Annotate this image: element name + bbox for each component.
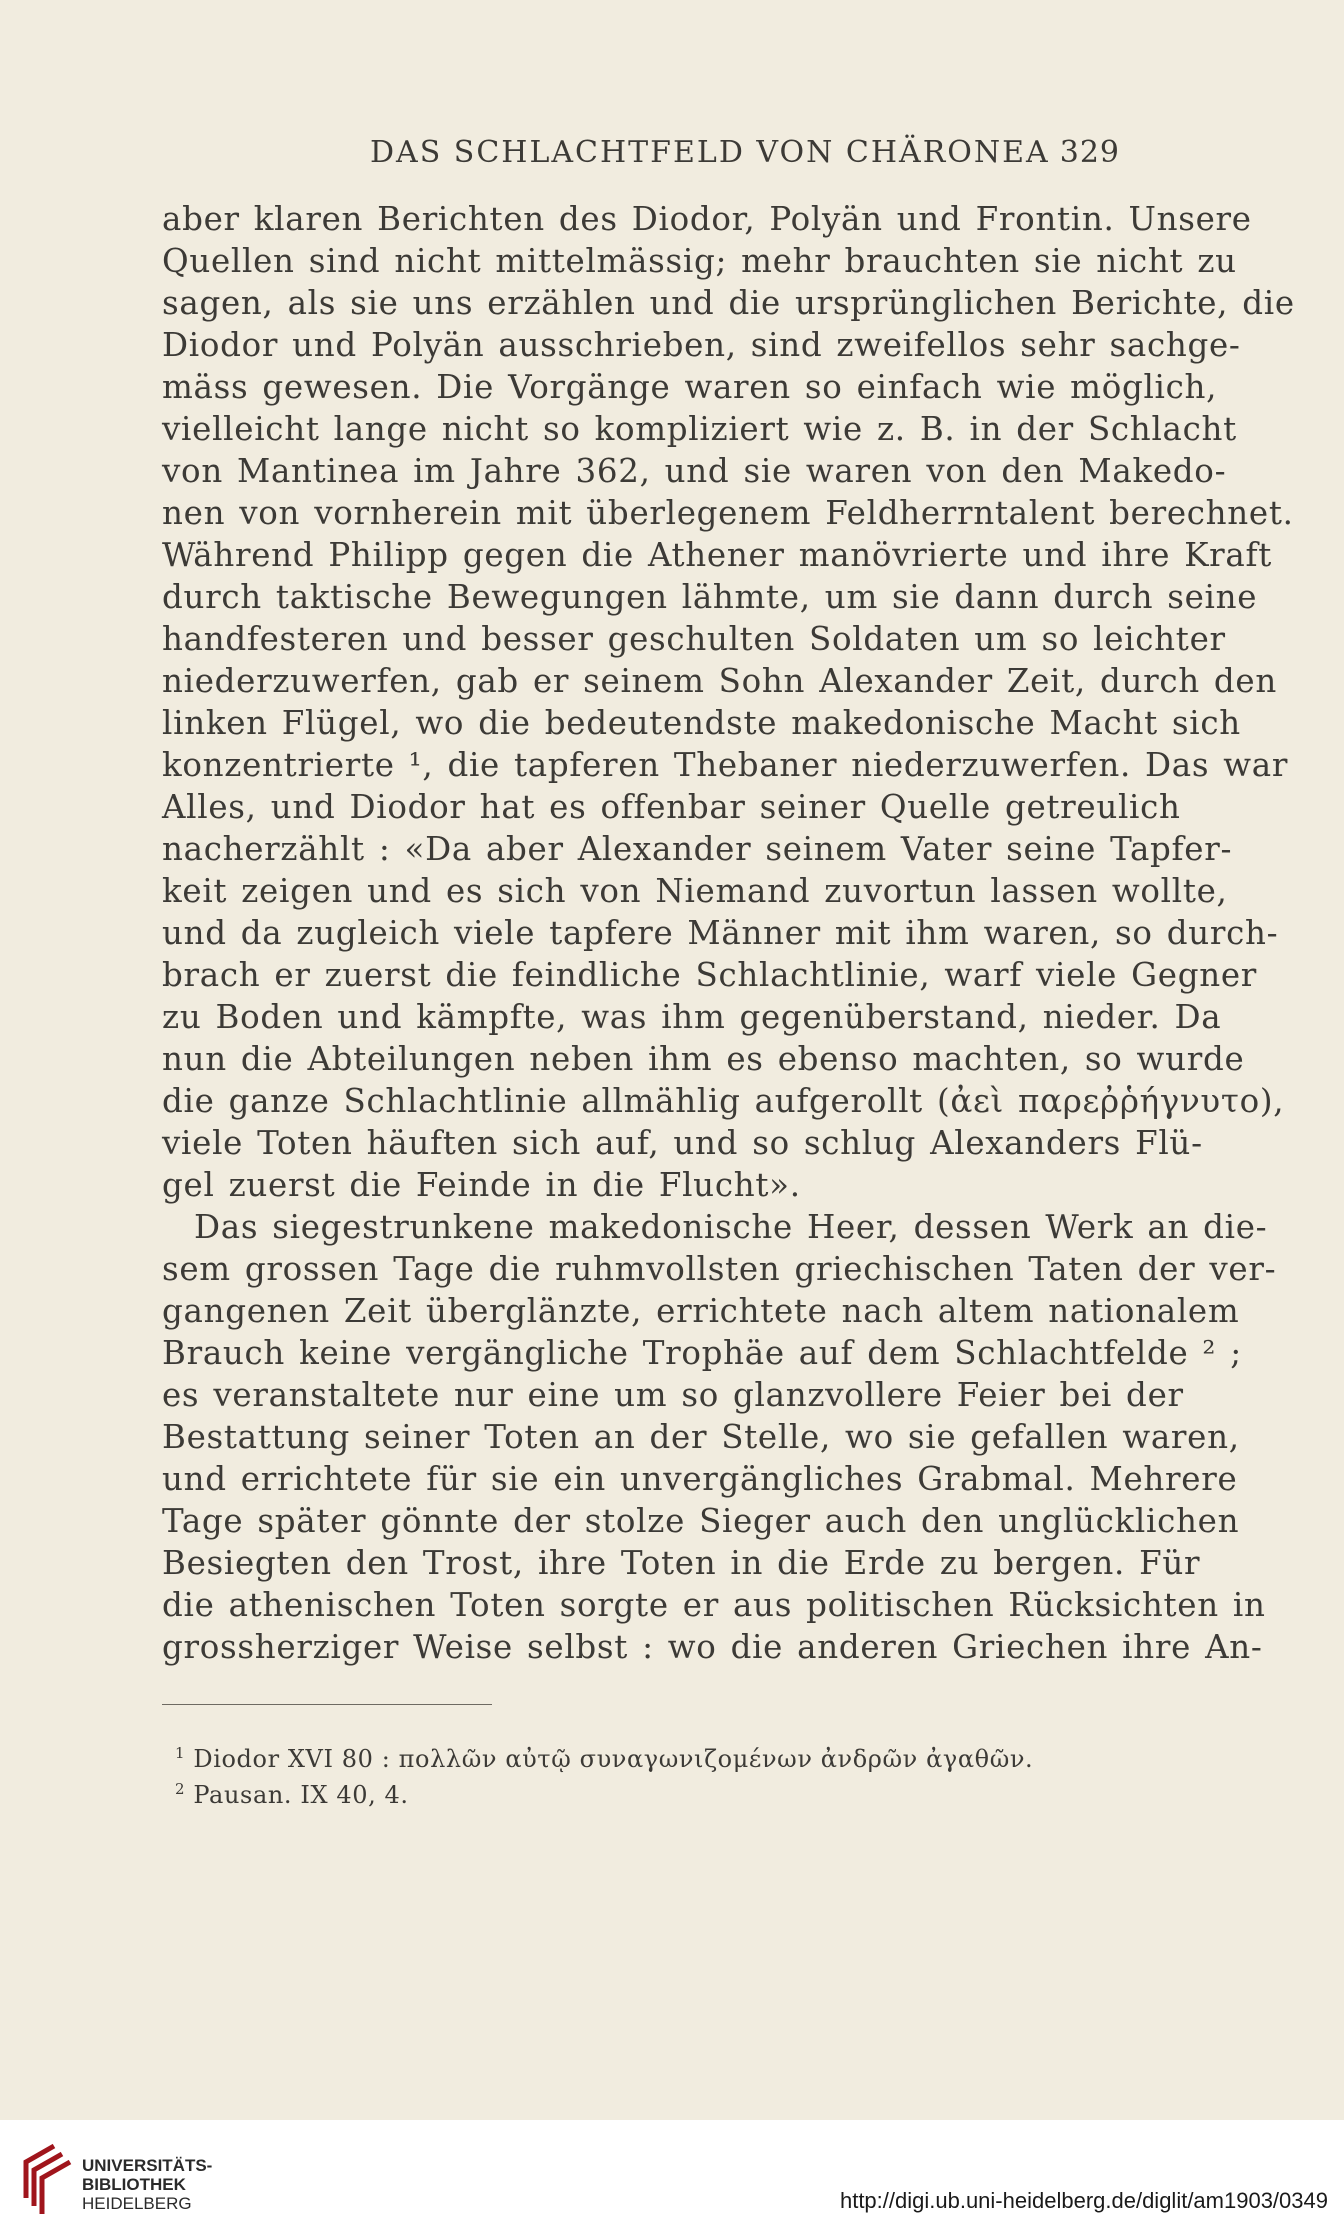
text-line: linken Flügel, wo die bedeutendste makedonische Macht sich	[162, 704, 1241, 742]
library-name-line: BIBLIOTHEK	[82, 2175, 186, 2194]
text-line: grossherziger Weise selbst : wo die anderen Griechen ihre An-	[162, 1628, 1263, 1666]
footnote-text: Pausan. IX 40, 4.	[193, 1781, 409, 1809]
text-line: handfesteren und besser geschulten Soldaten um so leichter	[162, 620, 1226, 658]
text-line: keit zeigen und es sich von Niemand zuvortun lassen wollte,	[162, 872, 1228, 910]
text-line: Diodor und Polyän ausschrieben, sind zweifellos sehr sachge-	[162, 326, 1241, 364]
text-line: Besiegten den Trost, ihre Toten in die Erde zu bergen. Für	[162, 1544, 1201, 1582]
text-line: nen von vornherein mit überlegenem Feldherrntalent berechnet.	[162, 494, 1294, 532]
text-line: und da zugleich viele tapfere Männer mit ihm waren, so durch-	[162, 914, 1279, 952]
text-line: Tage später gönnte der stolze Sieger auch den unglücklichen	[162, 1502, 1240, 1540]
page-number: 329	[1059, 135, 1120, 170]
text-line: nacherzählt : «Da aber Alexander seinem Vater seine Tapfer-	[162, 830, 1233, 868]
footnote-text: Diodor XVI 80 : πολλῶν αὐτῷ συναγωνιζομένων ἀνδρῶν ἀγαθῶν.	[193, 1745, 1034, 1773]
running-title: DAS SCHLACHTFELD VON CHÄRONEA	[370, 135, 1050, 170]
text-line: konzentrierte ¹, die tapferen Thebaner niederzuwerfen. Das war	[162, 746, 1289, 784]
text-line: es veranstaltete nur eine um so glanzvollere Feier bei der	[162, 1376, 1184, 1414]
footnotes	[175, 1735, 1075, 1807]
text-line: durch taktische Bewegungen lähmte, um sie dann durch seine	[162, 578, 1258, 616]
body-text	[162, 198, 1295, 1668]
source-url-link[interactable]: http://digi.ub.uni-heidelberg.de/diglit/am1903/0349	[839, 2188, 1328, 2213]
text-line: gangenen Zeit überglänzte, errichtete nach altem nationalem	[162, 1292, 1240, 1330]
library-name	[82, 2156, 212, 2213]
footnote	[175, 1771, 1075, 1807]
text-line: die athenischen Toten sorgte er aus politischen Rücksichten in	[162, 1586, 1266, 1624]
text-line: vielleicht lange nicht so kompliziert wie z. B. in der Schlacht	[162, 410, 1237, 448]
text-line: sagen, als sie uns erzählen und die ursprünglichen Berichte, die	[162, 284, 1295, 322]
footnote-divider	[162, 1704, 492, 1705]
library-name-line: HEIDELBERG	[82, 2194, 192, 2213]
text-line: Alles, und Diodor hat es offenbar seiner Quelle getreulich	[162, 788, 1181, 826]
text-line: von Mantinea im Jahre 362, und sie waren von den Makedo-	[162, 452, 1227, 490]
text-line: mäss gewesen. Die Vorgänge waren so einfach wie möglich,	[162, 368, 1218, 406]
library-name-line: UNIVERSITÄTS-	[82, 2156, 213, 2175]
footnote-mark: 2	[175, 1780, 186, 1798]
library-logo-icon	[14, 2140, 76, 2220]
text-line: Bestattung seiner Toten an der Stelle, wo sie gefallen waren,	[162, 1418, 1240, 1456]
text-line: Brauch keine vergängliche Trophäe auf dem Schlachtfelde ² ;	[162, 1334, 1242, 1372]
text-line: zu Boden und kämpfte, was ihm gegenüberstand, nieder. Da	[162, 998, 1222, 1036]
text-line: aber klaren Berichten des Diodor, Polyän und Frontin. Unsere	[162, 200, 1252, 238]
text-line: Während Philipp gegen die Athener manövrierte und ihre Kraft	[162, 536, 1272, 574]
text-line: niederzuwerfen, gab er seinem Sohn Alexander Zeit, durch den	[162, 662, 1277, 700]
text-line: brach er zuerst die feindliche Schlachtlinie, warf viele Gegner	[162, 956, 1258, 994]
text-line: Quellen sind nicht mittelmässig; mehr brauchten sie nicht zu	[162, 242, 1237, 280]
footnote-mark: 1	[175, 1744, 186, 1762]
text-line: gel zuerst die Feinde in die Flucht».	[162, 1166, 801, 1204]
text-line: nun die Abteilungen neben ihm es ebenso machten, so wurde	[162, 1040, 1245, 1078]
text-line: und errichtete für sie ein unvergängliches Grabmal. Mehrere	[162, 1460, 1238, 1498]
text-line: sem grossen Tage die ruhmvollsten griechischen Taten der ver-	[162, 1250, 1277, 1288]
running-header	[160, 135, 1160, 175]
footnote	[175, 1735, 1075, 1771]
text-line: die ganze Schlachtlinie allmählig aufgerollt (ἀεὶ παρεῤῥήγνυτο),	[162, 1082, 1285, 1120]
text-line: Das siegestrunkene makedonische Heer, dessen Werk an die-	[194, 1208, 1268, 1246]
text-line: viele Toten häuften sich auf, und so schlug Alexanders Flü-	[162, 1124, 1203, 1162]
